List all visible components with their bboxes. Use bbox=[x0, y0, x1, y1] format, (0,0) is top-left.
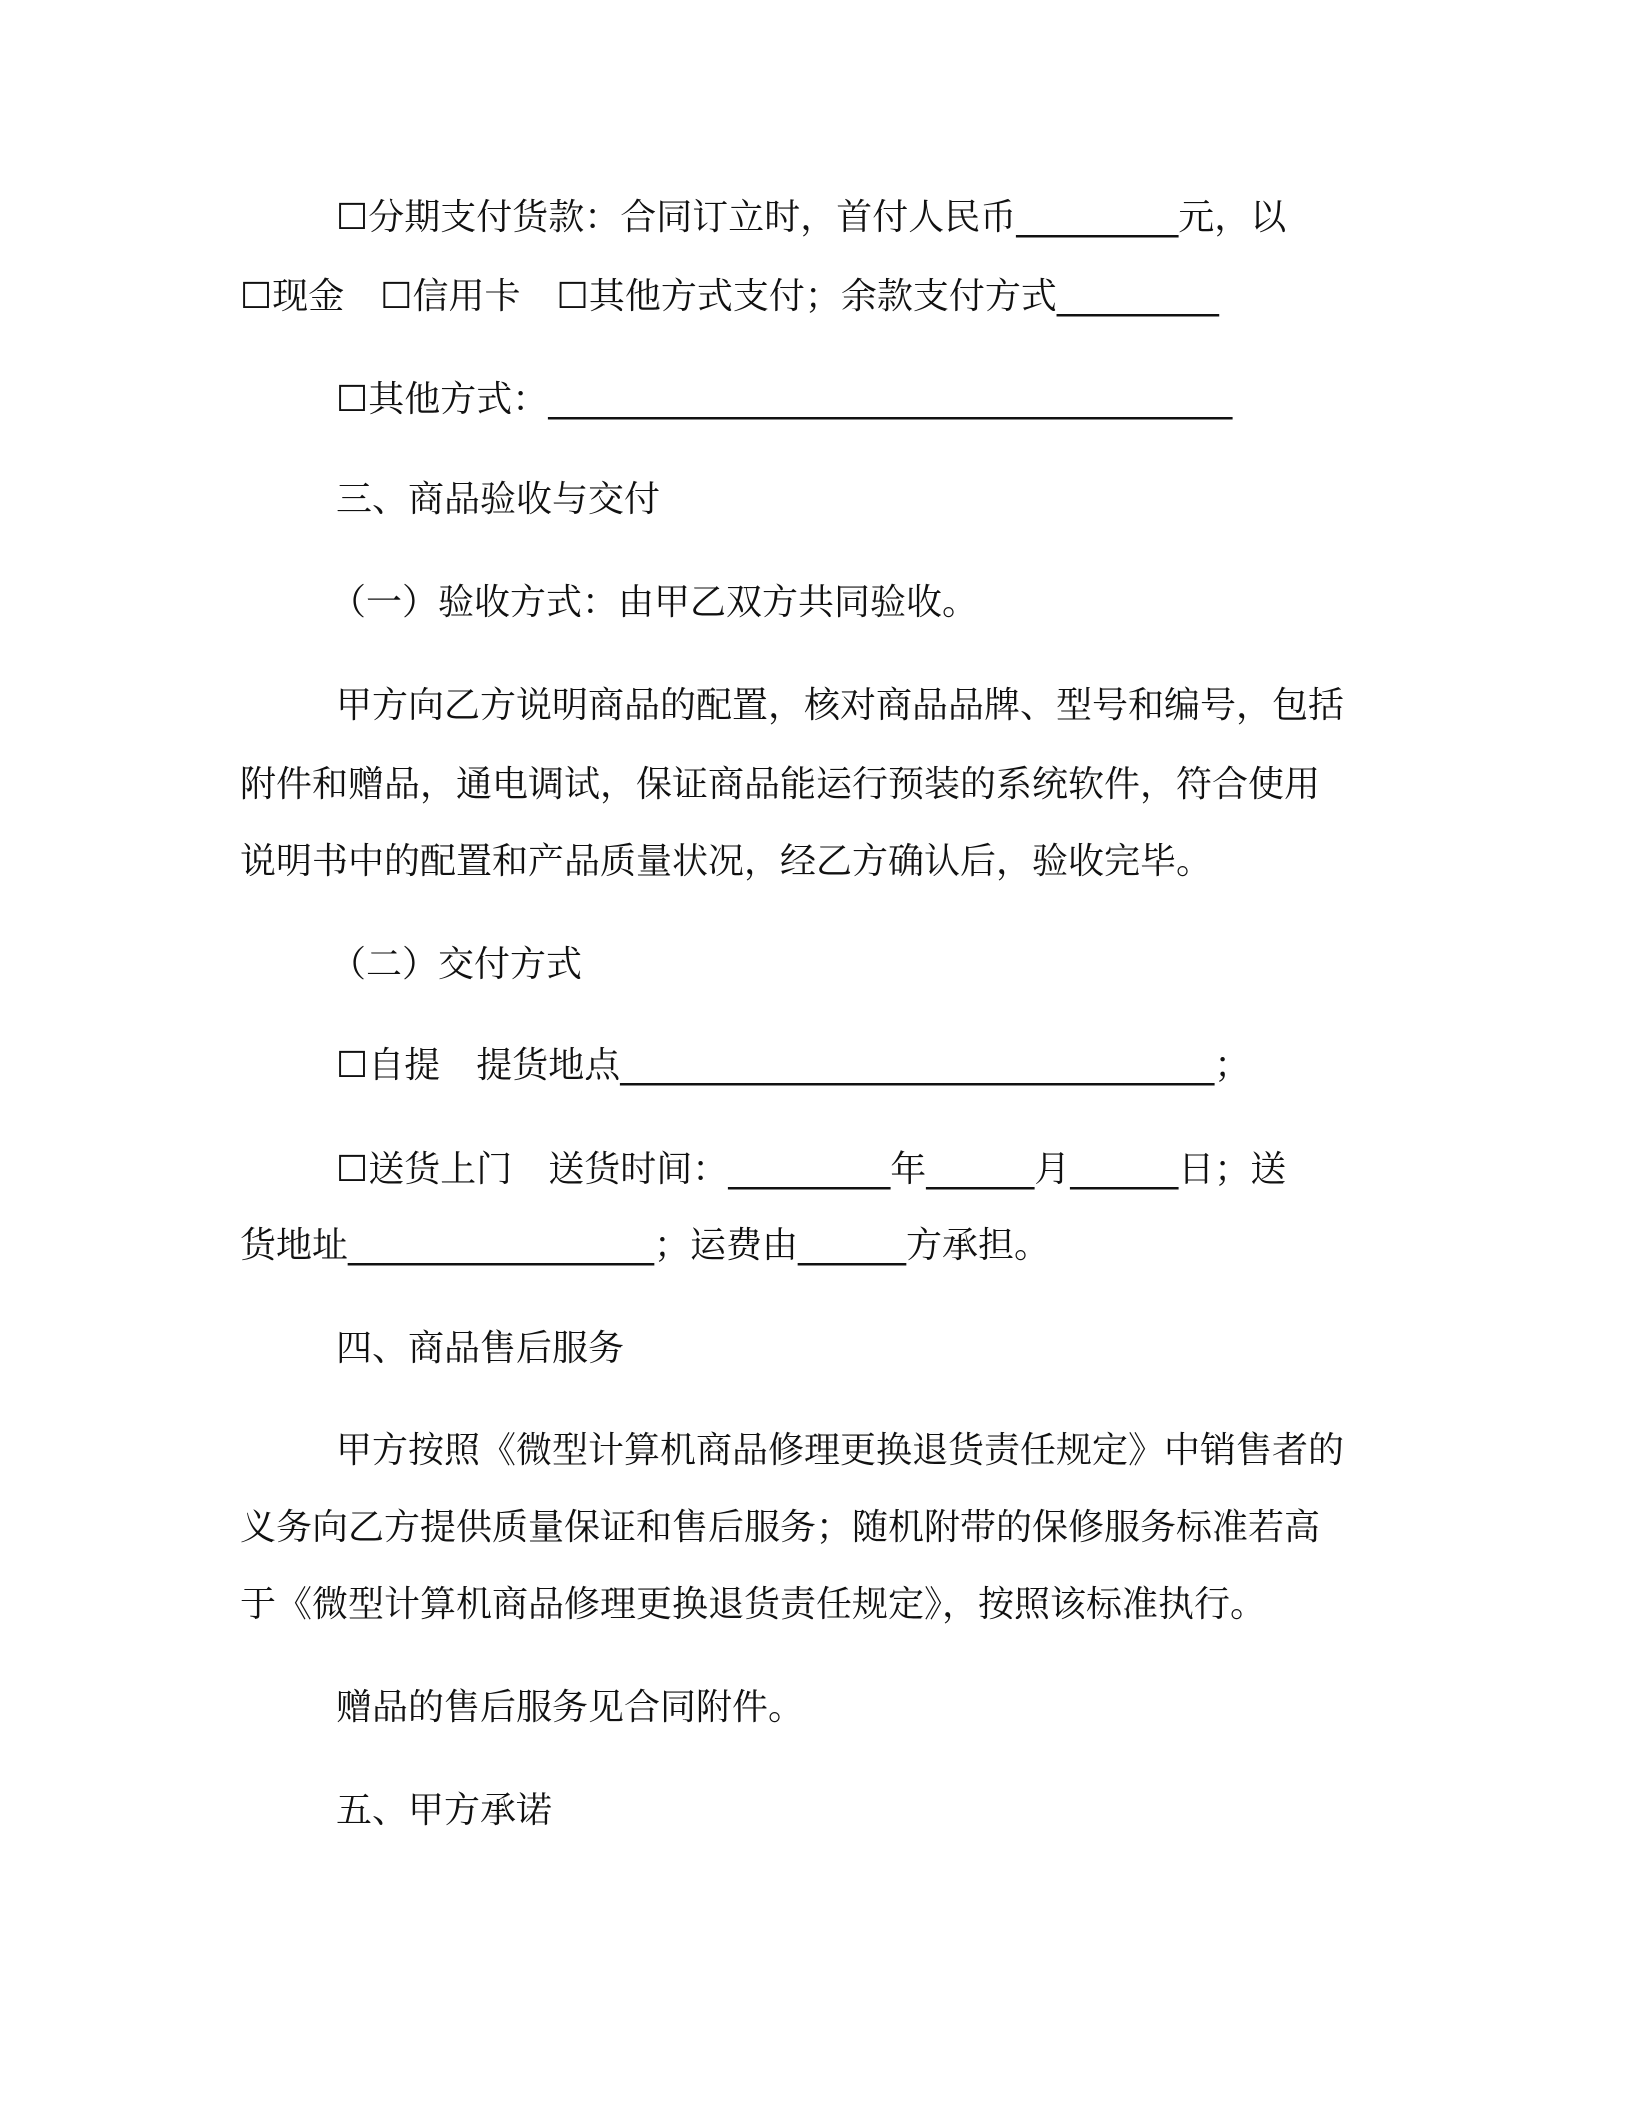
after-sales-paragraph-line-3: 于《微型计算机商品修理更换退货责任规定》，按照该标准执行。 bbox=[240, 1584, 1267, 1625]
after-sales-paragraph-line-1: 甲方按照《微型计算机商品修理更换退货责任规定》中销售者的 bbox=[336, 1430, 1345, 1471]
acceptance-paragraph-line-1: 甲方向乙方说明商品的配置，核对商品品牌、型号和编号，包括 bbox=[336, 685, 1345, 726]
section-3-heading: 三、商品验收与交付 bbox=[336, 479, 661, 520]
section-5-heading: 五、甲方承诺 bbox=[336, 1790, 553, 1831]
section-4-heading: 四、商品售后服务 bbox=[336, 1328, 625, 1369]
acceptance-method-heading: （一）验收方式：由甲乙双方共同验收。 bbox=[330, 582, 979, 623]
installment-payment-line: ☐分期支付货款：合同订立时，首付人民币_________元，以 bbox=[336, 197, 1287, 238]
acceptance-paragraph-line-3: 说明书中的配置和产品质量状况，经乙方确认后，验收完毕。 bbox=[240, 841, 1213, 882]
payment-method-line: ☐现金 ☐信用卡 ☐其他方式支付；余款支付方式_________ bbox=[240, 276, 1219, 317]
other-payment-line: ☐其他方式：______________________________________ bbox=[336, 379, 1233, 420]
delivery-method-heading: （二）交付方式 bbox=[330, 944, 583, 985]
acceptance-paragraph-line-2: 附件和赠品，通电调试，保证商品能运行预装的系统软件，符合使用 bbox=[240, 764, 1321, 805]
after-sales-paragraph-line-2: 义务向乙方提供质量保证和售后服务；随机附带的保修服务标准若高 bbox=[240, 1507, 1321, 1548]
self-pickup-line: ☐自提 提货地点_________________________________； bbox=[336, 1045, 1251, 1086]
home-delivery-line: ☐送货上门 送货时间：_________年______月______日；送 bbox=[336, 1149, 1287, 1190]
delivery-address-line: 货地址_________________；运费由______方承担。 bbox=[240, 1225, 1051, 1266]
gift-service-line: 赠品的售后服务见合同附件。 bbox=[336, 1687, 805, 1728]
